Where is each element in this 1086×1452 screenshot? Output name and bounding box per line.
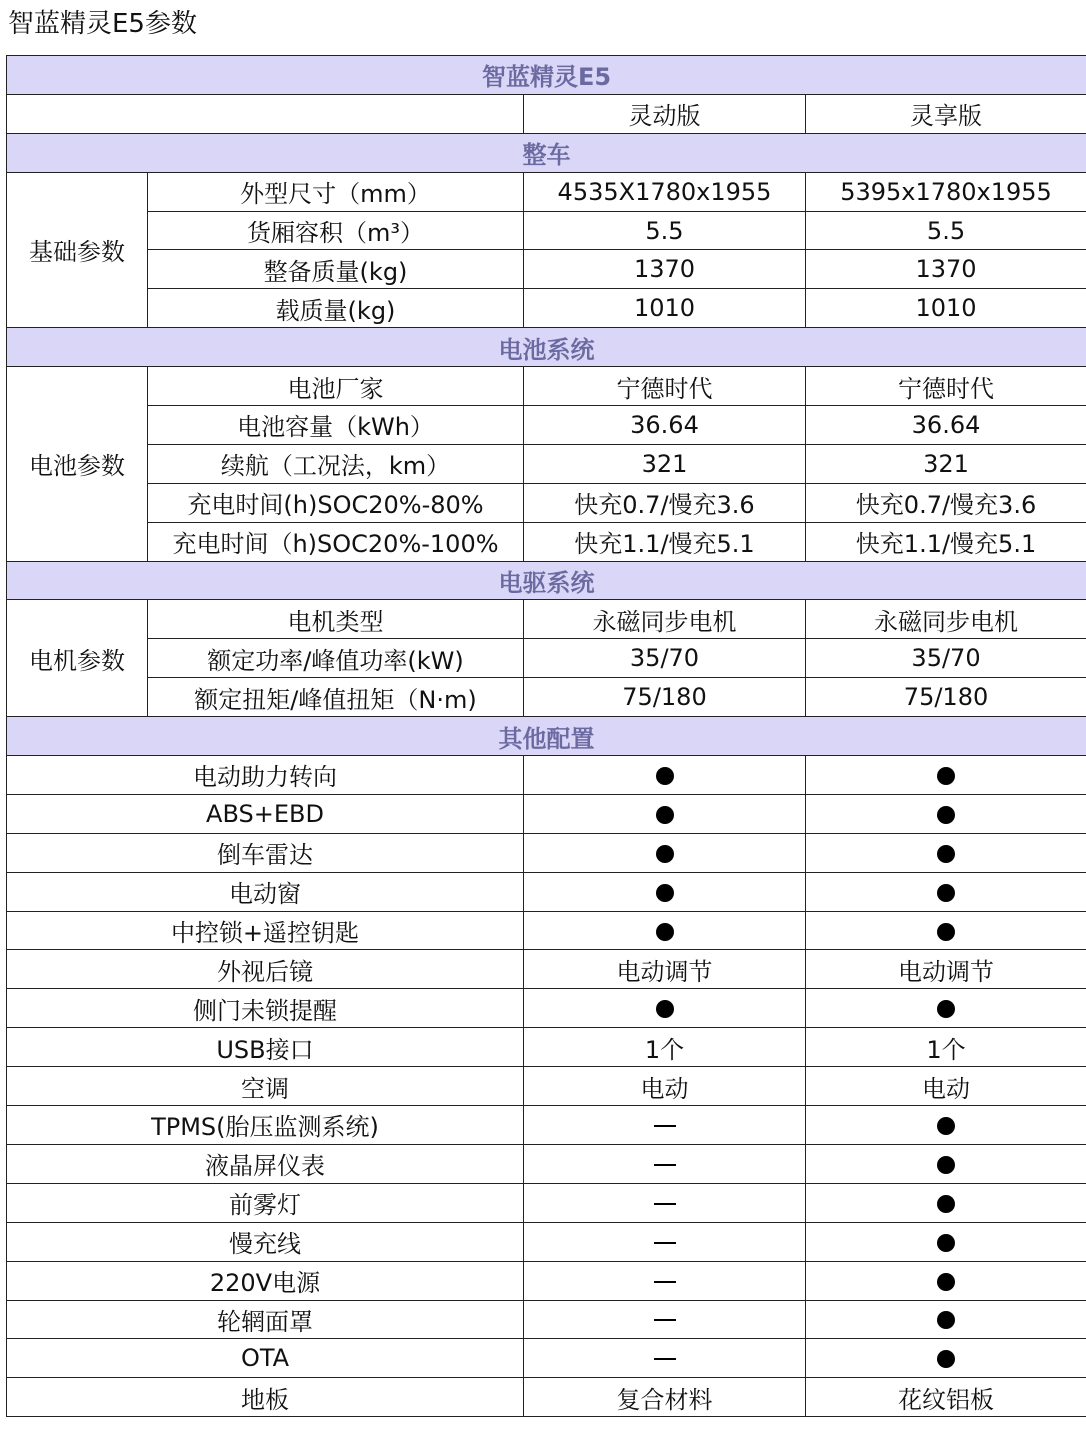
- spec-value: [524, 989, 806, 1028]
- spec-label: 外视后镜: [7, 950, 524, 989]
- section-header: [7, 561, 1086, 600]
- spec-row: [7, 1222, 1086, 1261]
- section-header: [7, 328, 1086, 367]
- dash-icon: [654, 1164, 676, 1166]
- spec-value: 永磁同步电机: [806, 600, 1086, 639]
- spec-value: 321: [806, 444, 1086, 483]
- spec-row: [7, 1144, 1086, 1183]
- spec-value: [524, 756, 806, 795]
- spec-value: [806, 1339, 1086, 1378]
- spec-value: 快充1.1/慢充5.1: [806, 522, 1086, 561]
- spec-value: [806, 872, 1086, 911]
- spec-value: 35/70: [806, 639, 1086, 678]
- spec-value: 快充0.7/慢充3.6: [806, 483, 1086, 522]
- spec-value: [524, 872, 806, 911]
- spec-row: [7, 211, 1086, 250]
- spec-value: 75/180: [806, 678, 1086, 717]
- spec-table: [6, 55, 1086, 1417]
- filled-circle-icon: [656, 767, 674, 785]
- spec-label: 侧门未锁提醒: [7, 989, 524, 1028]
- spec-value: [524, 1339, 806, 1378]
- spec-value: 321: [524, 444, 806, 483]
- spec-value: 36.64: [806, 406, 1086, 445]
- filled-circle-icon: [937, 845, 955, 863]
- spec-value: [524, 1300, 806, 1339]
- filled-circle-icon: [656, 845, 674, 863]
- spec-row: [7, 367, 1086, 406]
- spec-row: [7, 172, 1086, 211]
- filled-circle-icon: [937, 923, 955, 941]
- spec-value: [806, 756, 1086, 795]
- spec-row: [7, 1067, 1086, 1106]
- spec-row: [7, 678, 1086, 717]
- spec-label: 货厢容积（m³）: [148, 211, 524, 250]
- spec-label: USB接口: [7, 1028, 524, 1067]
- spec-label: 电池厂家: [148, 367, 524, 406]
- spec-value: 1个: [524, 1028, 806, 1067]
- spec-value: [806, 989, 1086, 1028]
- spec-label: 载质量(kg): [148, 289, 524, 328]
- spec-label: 电池容量（kWh）: [148, 406, 524, 445]
- spec-row: [7, 289, 1086, 328]
- table-title-row: [7, 56, 1086, 95]
- spec-value: 电动: [524, 1067, 806, 1106]
- spec-label: 液晶屏仪表: [7, 1144, 524, 1183]
- spec-row: [7, 950, 1086, 989]
- spec-label: 220V电源: [7, 1261, 524, 1300]
- spec-value: 永磁同步电机: [524, 600, 806, 639]
- spec-value: 快充1.1/慢充5.1: [524, 522, 806, 561]
- dash-icon: [654, 1319, 676, 1321]
- section-header: [7, 133, 1086, 172]
- spec-value: 1010: [806, 289, 1086, 328]
- spec-row: [7, 250, 1086, 289]
- spec-row: [7, 406, 1086, 445]
- spec-value: 4535X1780x1955: [524, 172, 806, 211]
- page-title: 智蓝精灵E5参数: [8, 9, 197, 39]
- spec-row: [7, 1300, 1086, 1339]
- spec-value: [806, 911, 1086, 950]
- spec-label: 外型尺寸（mm）: [148, 172, 524, 211]
- version-header: 灵动版: [524, 94, 806, 133]
- spec-value: [806, 1106, 1086, 1145]
- spec-value: 1010: [524, 289, 806, 328]
- spec-row: [7, 756, 1086, 795]
- spec-label: OTA: [7, 1339, 524, 1378]
- filled-circle-icon: [937, 884, 955, 902]
- filled-circle-icon: [937, 1117, 955, 1135]
- spec-value: [524, 833, 806, 872]
- spec-value: [806, 1222, 1086, 1261]
- spec-label: 充电时间(h)SOC20%-80%: [148, 483, 524, 522]
- filled-circle-icon: [937, 1273, 955, 1291]
- filled-circle-icon: [937, 1156, 955, 1174]
- spec-value: [524, 1183, 806, 1222]
- spec-row: [7, 1261, 1086, 1300]
- section-title: 整车: [7, 133, 1086, 172]
- section-title: 其他配置: [7, 717, 1086, 756]
- spec-value: [806, 1300, 1086, 1339]
- spec-label: 额定功率/峰值功率(kW): [148, 639, 524, 678]
- section-title: 电驱系统: [7, 561, 1086, 600]
- spec-value: 电动调节: [524, 950, 806, 989]
- spec-value: 复合材料: [524, 1378, 806, 1417]
- filled-circle-icon: [937, 806, 955, 824]
- spec-value: 5395x1780x1955: [806, 172, 1086, 211]
- section-title: 电池系统: [7, 328, 1086, 367]
- spec-value: [806, 833, 1086, 872]
- spec-value: 1370: [806, 250, 1086, 289]
- spec-value: [806, 1144, 1086, 1183]
- spec-label: 额定扭矩/峰值扭矩（N·m): [148, 678, 524, 717]
- spec-label: 中控锁+遥控钥匙: [7, 911, 524, 950]
- spec-label: 充电时间（h)SOC20%-100%: [148, 522, 524, 561]
- filled-circle-icon: [937, 1000, 955, 1018]
- dash-icon: [654, 1358, 676, 1360]
- filled-circle-icon: [937, 1350, 955, 1368]
- spec-value: 75/180: [524, 678, 806, 717]
- filled-circle-icon: [656, 806, 674, 824]
- spec-value: 36.64: [524, 406, 806, 445]
- spec-value: [524, 1222, 806, 1261]
- spec-value: 电动调节: [806, 950, 1086, 989]
- spec-value: [524, 1261, 806, 1300]
- spec-label: 地板: [7, 1378, 524, 1417]
- spec-value: 宁德时代: [524, 367, 806, 406]
- dash-icon: [654, 1242, 676, 1244]
- spec-value: 电动: [806, 1067, 1086, 1106]
- spec-label: 电动窗: [7, 872, 524, 911]
- spec-value: [806, 1183, 1086, 1222]
- spec-label: 电动助力转向: [7, 756, 524, 795]
- spec-value: 1370: [524, 250, 806, 289]
- dash-icon: [654, 1281, 676, 1283]
- spec-value: 1个: [806, 1028, 1086, 1067]
- spec-row: [7, 1339, 1086, 1378]
- spec-label: 整备质量(kg): [148, 250, 524, 289]
- filled-circle-icon: [656, 923, 674, 941]
- spec-value: [524, 1144, 806, 1183]
- spec-label: 前雾灯: [7, 1183, 524, 1222]
- spec-row: [7, 1106, 1086, 1145]
- spec-row: [7, 1028, 1086, 1067]
- spec-value: [524, 1106, 806, 1145]
- group-label: 电机参数: [7, 600, 148, 717]
- version-header-row: [7, 94, 1086, 133]
- spec-row: [7, 833, 1086, 872]
- spec-value: 花纹铝板: [806, 1378, 1086, 1417]
- spec-label: 慢充线: [7, 1222, 524, 1261]
- group-label: 电池参数: [7, 367, 148, 561]
- spec-row: [7, 911, 1086, 950]
- spec-row: [7, 794, 1086, 833]
- spec-label: 电机类型: [148, 600, 524, 639]
- spec-value: [806, 794, 1086, 833]
- spec-row: [7, 600, 1086, 639]
- spec-row: [7, 872, 1086, 911]
- filled-circle-icon: [937, 767, 955, 785]
- section-title: 智蓝精灵E5: [7, 56, 1086, 95]
- spec-label: 空调: [7, 1067, 524, 1106]
- spec-value: 5.5: [524, 211, 806, 250]
- filled-circle-icon: [937, 1311, 955, 1329]
- header-blank: [7, 94, 524, 133]
- spec-value: [524, 911, 806, 950]
- spec-value: [806, 1261, 1086, 1300]
- spec-value: [524, 794, 806, 833]
- spec-row: [7, 522, 1086, 561]
- spec-row: [7, 639, 1086, 678]
- section-header: [7, 717, 1086, 756]
- spec-row: [7, 1378, 1086, 1417]
- spec-value: 宁德时代: [806, 367, 1086, 406]
- spec-value: 35/70: [524, 639, 806, 678]
- version-header: 灵享版: [806, 94, 1086, 133]
- spec-row: [7, 444, 1086, 483]
- spec-row: [7, 483, 1086, 522]
- spec-label: 倒车雷达: [7, 833, 524, 872]
- spec-label: ABS+EBD: [7, 794, 524, 833]
- spec-value: 5.5: [806, 211, 1086, 250]
- group-label: 基础参数: [7, 172, 148, 328]
- spec-label: 续航（工况法，km）: [148, 444, 524, 483]
- filled-circle-icon: [937, 1234, 955, 1252]
- filled-circle-icon: [656, 1000, 674, 1018]
- filled-circle-icon: [656, 884, 674, 902]
- spec-label: TPMS(胎压监测系统): [7, 1106, 524, 1145]
- spec-label: 轮辋面罩: [7, 1300, 524, 1339]
- spec-row: [7, 1183, 1086, 1222]
- filled-circle-icon: [937, 1195, 955, 1213]
- spec-row: [7, 989, 1086, 1028]
- dash-icon: [654, 1203, 676, 1205]
- dash-icon: [654, 1125, 676, 1127]
- spec-value: 快充0.7/慢充3.6: [524, 483, 806, 522]
